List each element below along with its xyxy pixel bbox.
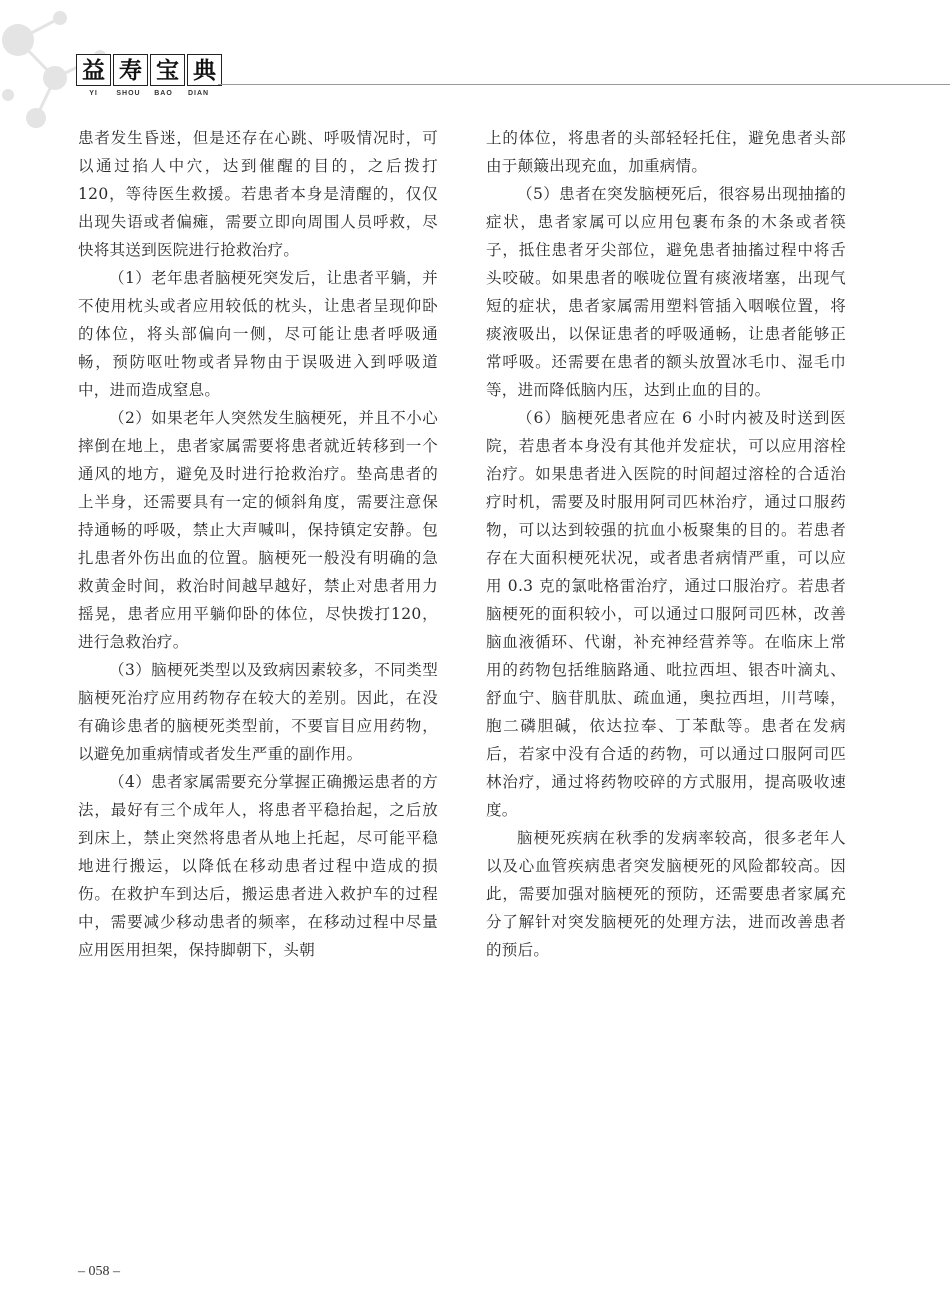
title-char: 寿 <box>113 54 148 86</box>
paragraph: 患者发生昏迷，但是还存在心跳、呼吸情况时，可以通过掐人中穴，达到催醒的目的，之后拨打120，等待医生救援。若患者本身是清醒的，仅仅出现失语或者偏瘫，需要立即向周围人员呼救，尽快将其送到医院进行抢救治疗。 <box>78 129 438 259</box>
paragraph: 脑梗死疾病在秋季的发病率较高，很多老年人以及心血管疾病患者突发脑梗死的风险都较高。因此，需要加强对脑梗死的预防，还需要患者家属充分了解针对突发脑梗死的处理方法，进而改善患者的预后。 <box>486 829 846 959</box>
pinyin-label: YI <box>89 90 98 97</box>
paragraph: 上的体位，将患者的头部轻轻托住，避免患者头部由于颠簸出现充血，加重病情。 <box>486 129 846 175</box>
paragraph: （2）如果老年人突然发生脑梗死，并且不小心摔倒在地上，患者家属需要将患者就近转移到一个通风的地方，避免及时进行抢救治疗。垫高患者的上半身，还需要具有一定的倾斜角度，需要注意保持通畅的呼吸，禁止大声喊叫，保持镇定安静。包扎患者外伤出血的位置。脑梗死一般没有明确的急救黄金时间，救治时间越早越好，禁止对患者用力摇晃，患者应用平躺仰卧的体位，尽快拨打120，进行急救治疗。 <box>78 409 438 651</box>
pinyin-label: DIAN <box>187 90 210 97</box>
pinyin-label: SHOU <box>116 90 141 97</box>
paragraph: （5）患者在突发脑梗死后，很容易出现抽搐的症状，患者家属可以应用包裹布条的木条或者筷子，抵住患者牙尖部位，避免患者抽搐过程中将舌头咬破。如果患者的喉咙位置有痰液堵塞，出现气短的症状，患者家属需用塑料管插入咽喉位置，将痰液吸出，以保证患者的呼吸通畅，让患者能够正常呼吸。还需要在患者的额头放置冰毛巾、湿毛巾等，进而降低脑内压，达到止血的目的。 <box>486 185 846 399</box>
header-rule <box>218 84 950 85</box>
right-column <box>486 124 846 964</box>
paragraph: （1）老年患者脑梗死突发后，让患者平躺，并不使用枕头或者应用较低的枕头，让患者呈现仰卧的体位，将头部偏向一侧，尽可能让患者呼吸通畅，预防呕吐物或者异物由于误吸进入到呼吸道中，进而造成窒息。 <box>78 269 438 399</box>
pinyin-label: BAO <box>154 90 173 97</box>
paragraph: （6）脑梗死患者应在 6 小时内被及时送到医院，若患者本身没有其他并发症状，可以应用溶栓治疗。如果患者进入医院的时间超过溶栓的合适治疗时机，需要及时服用阿司匹林治疗，通过口服药物，可以达到较强的抗血小板聚集的目的。若患者存在大面积梗死状况，或者患者病情严重，可以应用 0.3 克的氯吡格雷治疗，通过口服治疗。若患者脑梗死的面积较小，可以通过口服阿司匹林，改善脑血液循环、代谢，补充神经营养等。在临床上常用的药物包括维脑路通、吡拉西坦、银杏叶滴丸、舒血宁、脑苷肌肽、疏血通，奥拉西坦，川芎嗪，胞二磷胆碱，依达拉奉、丁苯酞等。患者在发病后，若家中没有合适的药物，可以通过口服阿司匹林治疗，通过将药物咬碎的方式服用，提高吸收速度。 <box>486 409 846 819</box>
page-number: – 058 – <box>78 1264 120 1279</box>
paragraph: （3）脑梗死类型以及致病因素较多，不同类型脑梗死治疗应用药物存在较大的差别。因此，在没有确诊患者的脑梗死类型前，不要盲目应用药物，以避免加重病情或者发生严重的副作用。 <box>78 661 438 763</box>
magazine-pinyin <box>76 90 222 97</box>
paragraph: （4）患者家属需要充分掌握正确搬运患者的方法，最好有三个成年人，将患者平稳抬起，之后放到床上，禁止突然将患者从地上托起，尽可能平稳地进行搬运，以降低在移动患者过程中造成的损伤。在救护车到达后，搬运患者进入救护车的过程中，需要减少移动患者的频率，在移动过程中尽量应用医用担架，保持脚朝下，头朝 <box>78 773 438 959</box>
title-char: 益 <box>76 54 111 86</box>
magazine-header <box>76 54 222 97</box>
title-char: 宝 <box>150 54 185 86</box>
magazine-title <box>76 54 222 86</box>
left-column <box>78 124 438 964</box>
title-char: 典 <box>187 54 222 86</box>
